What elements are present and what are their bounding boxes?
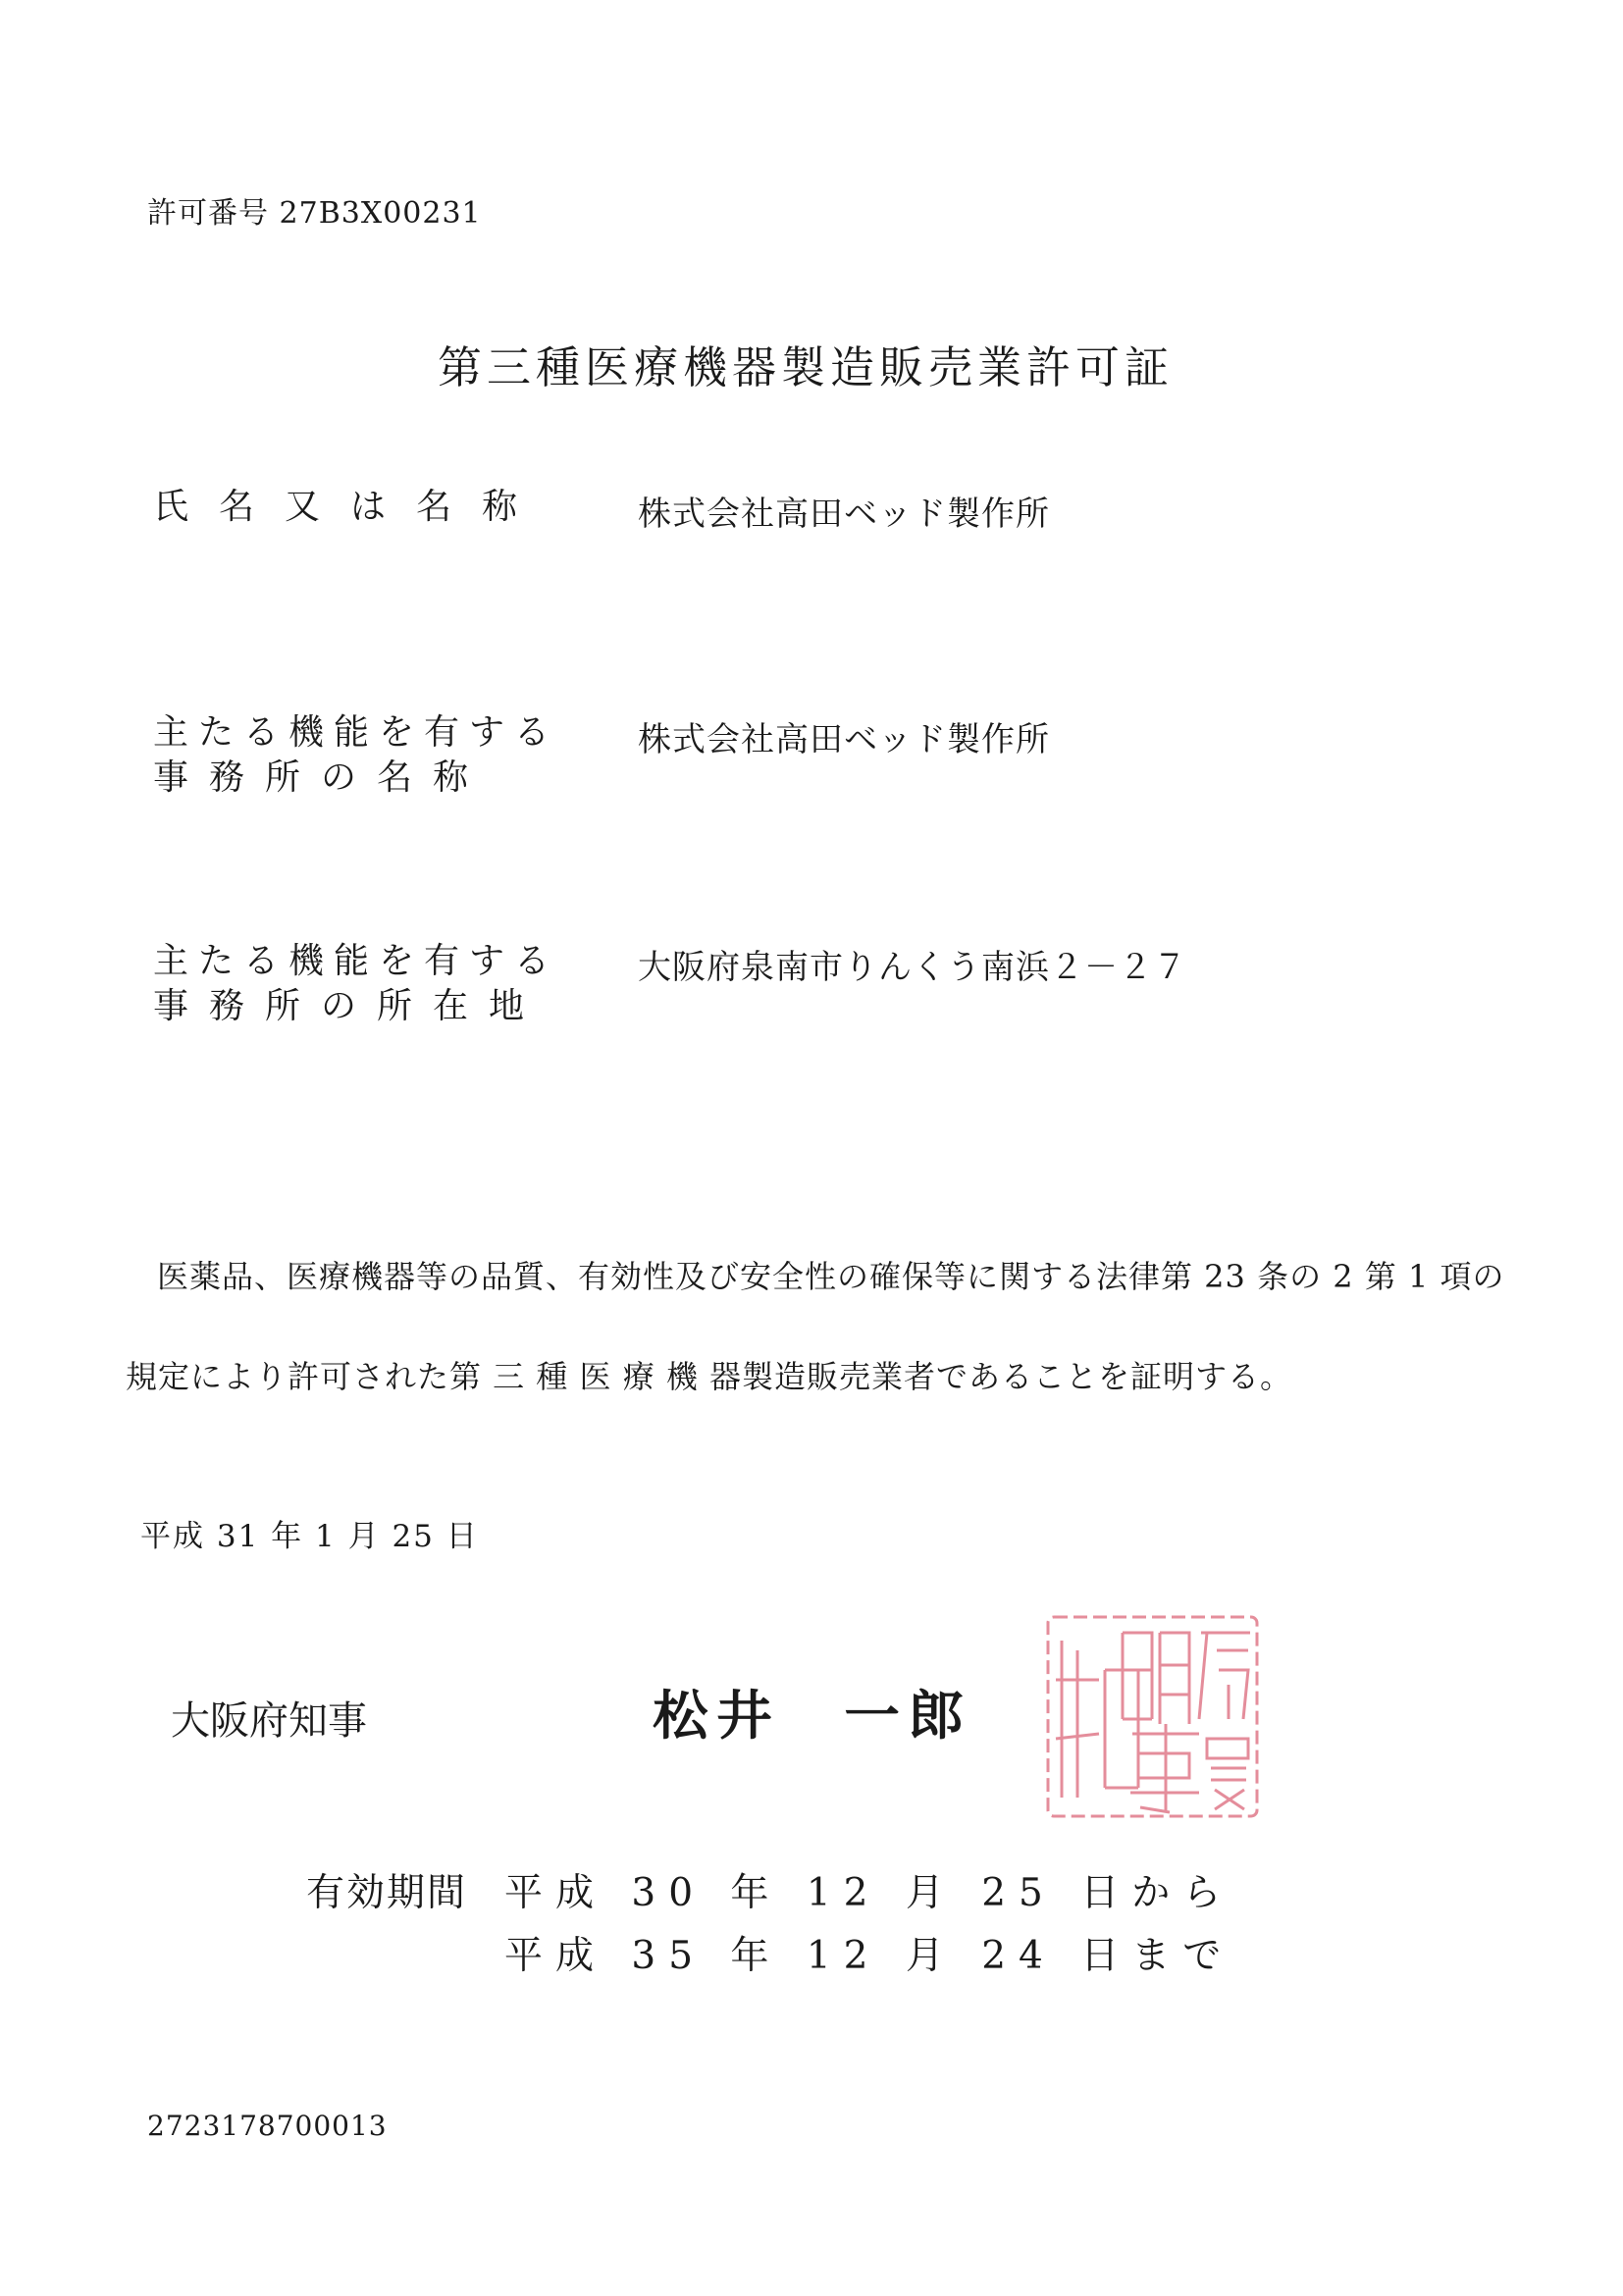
field-office-address-label	[153, 939, 559, 1029]
permit-number-label: 許可番号	[147, 196, 269, 231]
field-office-address-label-line-1: 主たる機能を有する	[153, 941, 560, 981]
issuer-title: 大阪府知事	[171, 1698, 367, 1744]
field-office-name-value: 株式会社高田ベッド製作所	[638, 720, 1050, 759]
field-name-label-line: 氏名又は名称	[153, 487, 549, 527]
field-office-name-label-line-2: 事務所の名称	[153, 757, 490, 798]
issuer-signature: 松井 一郎	[653, 1684, 972, 1747]
permit-number-value: 27B3X00231	[279, 196, 482, 231]
validity-to: 平成 35 年 12 月 24 日まで	[504, 1934, 1234, 1978]
statement-line-2: 規定により許可された第 三 種 医 療 機 器製造販売業者であることを証明する。	[126, 1358, 1293, 1395]
validity-label: 有効期間	[306, 1871, 468, 1915]
document-code: 2723178700013	[147, 2110, 388, 2142]
field-name-label	[153, 485, 548, 530]
statement-line-1: 医薬品、医療機器等の品質、有効性及び安全性の確保等に関する法律第 23 条の 2 第 1 項の	[157, 1258, 1505, 1295]
official-seal	[1042, 1611, 1263, 1822]
document-title: 第三種医療機器製造販売業許可証	[438, 341, 1175, 393]
field-office-address-value: 大阪府泉南市りんくう南浜２－２７	[638, 948, 1187, 987]
issue-date: 平成 31 年 1 月 25 日	[140, 1519, 479, 1554]
validity-from: 平成 30 年 12 月 25 日から	[504, 1871, 1234, 1915]
official-seal-icon	[1042, 1611, 1263, 1822]
field-office-name-label-line-1: 主たる機能を有する	[153, 712, 560, 753]
field-office-address-label-line-2: 事務所の所在地	[153, 986, 546, 1026]
field-office-name-label	[153, 710, 559, 801]
field-name-value: 株式会社高田ベッド製作所	[638, 495, 1050, 534]
permit-number	[147, 188, 482, 232]
